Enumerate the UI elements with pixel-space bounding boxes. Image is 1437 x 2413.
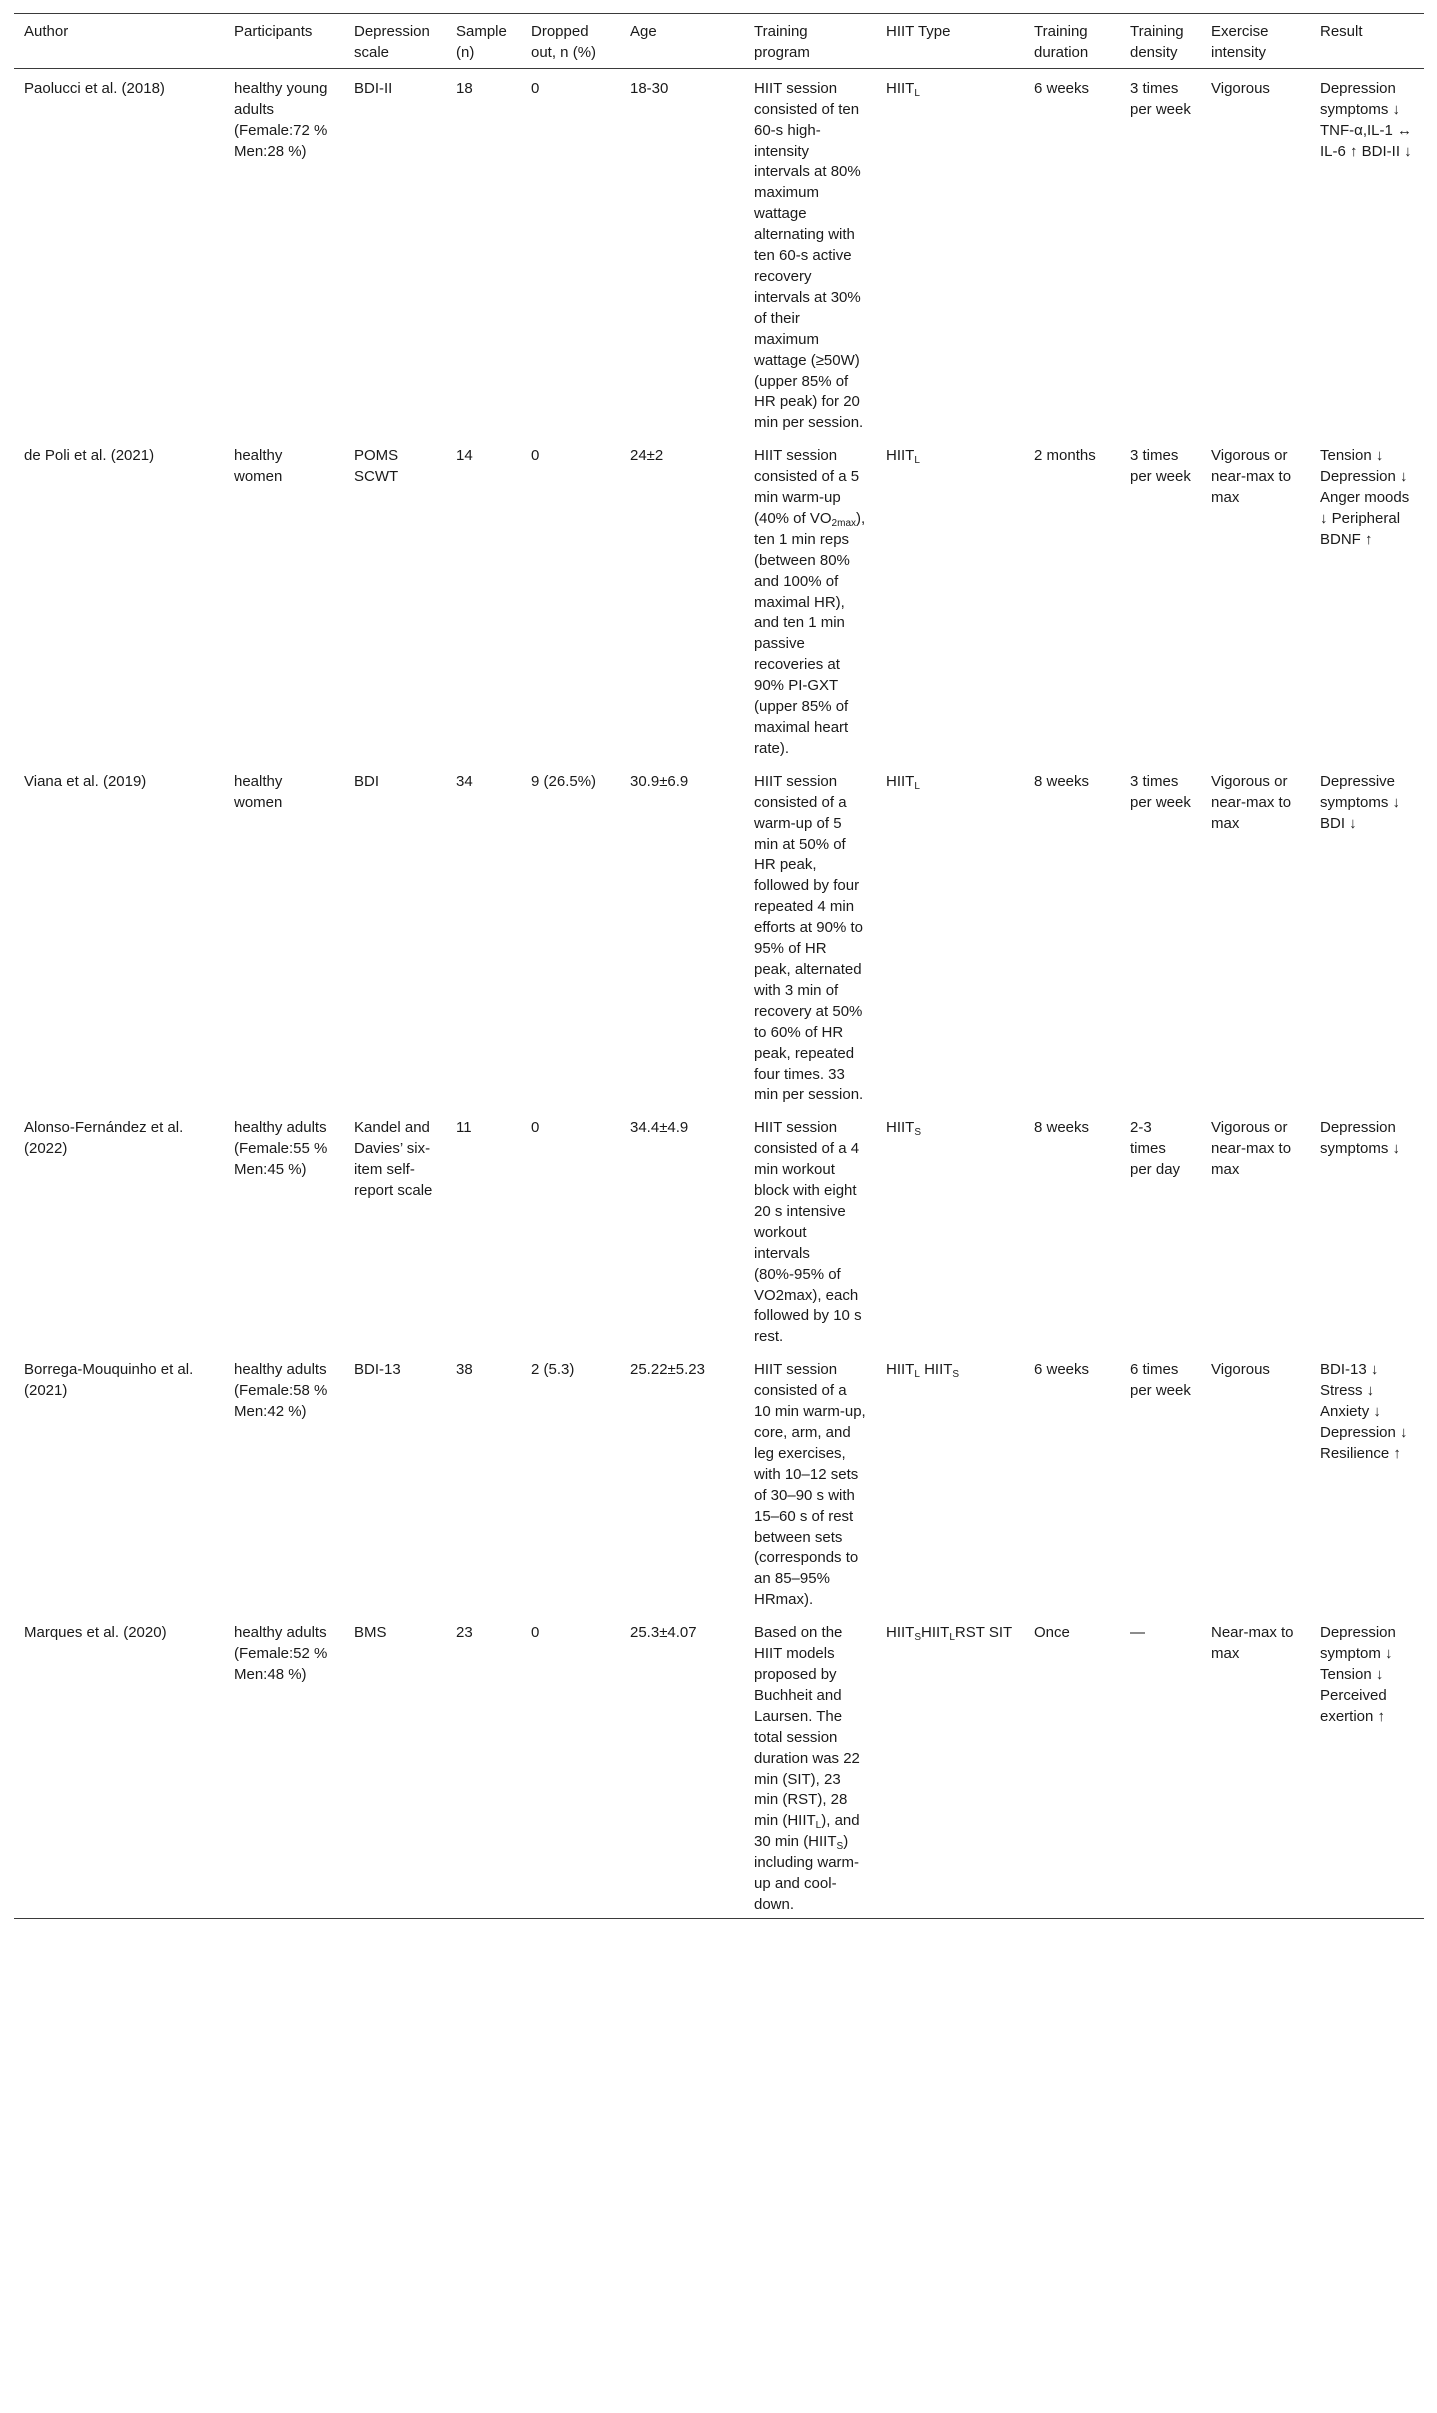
cell-participants: healthy young adults (Female:72 % Men:28 %) (234, 79, 328, 160)
cell-result: Depression symptoms ↓ (1320, 1119, 1401, 1158)
cell-training-duration: 8 weeks (1034, 772, 1090, 790)
cell-hiit-type (876, 1350, 1024, 1613)
cell-training-duration: 2 months (1034, 447, 1096, 465)
text-segment: HIIT session consisted of a 4 min workout block with eight 20 s intensive workout intervals (80%-95% of VO2max), each followed by 10 s rest. (754, 1119, 862, 1346)
cell-depression-scale: BMS (354, 1624, 387, 1642)
text-segment: HIIT (886, 447, 915, 465)
cell-dropped-out: 0 (531, 1119, 540, 1137)
cell-exercise-intensity: Vigorous or near-max to max (1211, 1119, 1292, 1179)
cell-result: Depressive symptoms ↓ BDI ↓ (1320, 772, 1401, 832)
subscript: S (914, 1127, 922, 1139)
cell-age: 30.9±6.9 (630, 772, 689, 790)
header-sample: Sample (n) (456, 23, 507, 61)
cell-training-program (744, 762, 876, 1109)
cell-dropped-out: 0 (531, 79, 540, 97)
cell-training-density: 3 times per week (1130, 447, 1191, 486)
text-segment: HIIT (886, 79, 915, 97)
cell-age: 25.3±4.07 (630, 1624, 697, 1642)
table-header-row (14, 14, 1424, 69)
text-segment: ), and 30 min (HIIT (754, 1812, 860, 1851)
cell-exercise-intensity: Vigorous or near-max to max (1211, 772, 1292, 832)
subscript: L (914, 780, 920, 792)
cell-training-density: 6 times per week (1130, 1361, 1191, 1400)
header-age: Age (630, 23, 657, 40)
table-body (14, 68, 1424, 1918)
table-row (14, 1350, 1424, 1613)
cell-dropped-out: 0 (531, 447, 540, 465)
table-row (14, 762, 1424, 1109)
text-segment: HIIT session consisted of a warm-up of 5 min at 50% of HR peak, followed by four repeated 4 min efforts at 90% to 95% of HR peak, alternated with 3 min of recovery at 50% to 60% of HR peak, repeated four times. 33 min per session. (754, 772, 864, 1104)
cell-exercise-intensity: Vigorous (1211, 1361, 1270, 1379)
subscript: 2max (831, 517, 856, 529)
text-segment: HIIT (886, 1119, 915, 1137)
header-dropped-out: Dropped out, n (%) (531, 23, 597, 61)
cell-age: 24±2 (630, 447, 664, 465)
cell-training-program (744, 1613, 876, 1918)
header-exercise-intensity: Exercise intensity (1211, 23, 1269, 61)
cell-participants: healthy women (234, 772, 283, 811)
text-segment: HIIT (921, 1624, 950, 1642)
cell-sample: 11 (456, 1119, 472, 1137)
cell-training-density: — (1130, 1624, 1145, 1642)
text-segment: HIIT (886, 1624, 915, 1642)
text-segment: Based on the HIIT models proposed by Buchheit and Laursen. The total session duration was 22 min (SIT), 23 min (RST), 28 min (HIIT (754, 1624, 860, 1830)
subscript: S (836, 1841, 844, 1853)
cell-result: Tension ↓ Depression ↓ Anger moods ↓ Peripheral BDNF ↑ (1320, 447, 1410, 548)
subscript: S (914, 1632, 922, 1644)
cell-sample: 34 (456, 772, 473, 790)
cell-training-duration: 8 weeks (1034, 1119, 1090, 1137)
header-author: Author (24, 23, 69, 40)
cell-age: 25.22±5.23 (630, 1361, 705, 1379)
header-depression-scale: Depression scale (354, 23, 430, 61)
cell-author: Borrega-Mouquinho et al. (2021) (24, 1361, 194, 1400)
cell-exercise-intensity: Vigorous or near-max to max (1211, 447, 1292, 507)
cell-participants: healthy adults (Female:58 % Men:42 %) (234, 1361, 328, 1421)
hiit-studies-table (14, 13, 1424, 1919)
text-segment: HIIT session consisted of a 10 min warm-up, core, arm, and leg exercises, with 10–12 sets of 30–90 s with 15–60 s of rest between sets (corresponds to an 85–95% HRmax). (754, 1361, 866, 1609)
cell-author: Alonso-Fernández et al. (2022) (24, 1119, 184, 1158)
cell-depression-scale: POMS SCWT (354, 447, 399, 486)
subscript: L (949, 1632, 955, 1644)
cell-hiit-type (876, 1108, 1024, 1350)
text-segment: HIIT session consisted of ten 60-s high-intensity intervals at 80% maximum wattage alternating with ten 60-s active recovery intervals at 30% of their maximum wattage (≥50W) (upper 85% of HR peak) for 20 min per session. (754, 79, 864, 432)
subscript: L (914, 455, 920, 467)
subscript: L (914, 1369, 920, 1381)
cell-dropped-out: 2 (5.3) (531, 1361, 575, 1379)
subscript: L (815, 1820, 822, 1832)
cell-author: de Poli et al. (2021) (24, 447, 155, 465)
cell-training-density: 2-3 times per day (1130, 1119, 1181, 1179)
cell-author: Viana et al. (2019) (24, 772, 147, 790)
cell-age: 18-30 (630, 79, 669, 97)
cell-depression-scale: BDI-13 (354, 1361, 401, 1379)
header-training-density: Training density (1130, 23, 1184, 61)
cell-hiit-type (876, 436, 1024, 762)
subscript: L (914, 87, 920, 99)
text-segment: RST SIT (954, 1624, 1013, 1642)
cell-training-duration: Once (1034, 1624, 1070, 1642)
cell-hiit-type (876, 762, 1024, 1109)
cell-result: Depression symptom ↓ Tension ↓ Perceived exertion ↑ (1320, 1624, 1396, 1725)
cell-training-program (744, 1108, 876, 1350)
cell-depression-scale: Kandel and Davies’ six-item self-report scale (354, 1119, 433, 1200)
cell-training-density: 3 times per week (1130, 79, 1191, 118)
cell-author: Marques et al. (2020) (24, 1624, 167, 1642)
text-segment: ), ten 1 min reps (between 80% and 100% of maximal HR), and ten 1 min passive recoveries at 90% PI-GXT (upper 85% of maximal heart rate). (754, 509, 866, 757)
text-segment: HIIT (919, 1361, 953, 1379)
table-row (14, 1613, 1424, 1918)
cell-depression-scale: BDI (354, 772, 380, 790)
table-row (14, 436, 1424, 762)
cell-dropped-out: 0 (531, 1624, 540, 1642)
cell-sample: 14 (456, 447, 473, 465)
cell-participants: healthy women (234, 447, 283, 486)
cell-exercise-intensity: Near-max to max (1211, 1624, 1294, 1663)
subscript: S (952, 1369, 960, 1381)
text-segment: ) including warm-up and cool-down. (754, 1833, 860, 1913)
cell-participants: healthy adults (Female:52 % Men:48 %) (234, 1624, 328, 1683)
cell-training-duration: 6 weeks (1034, 79, 1090, 97)
cell-exercise-intensity: Vigorous (1211, 79, 1270, 97)
cell-hiit-type (876, 68, 1024, 436)
cell-age: 34.4±4.9 (630, 1119, 689, 1137)
header-result: Result (1320, 23, 1363, 40)
header-training-program: Training program (754, 23, 810, 61)
cell-sample: 38 (456, 1361, 473, 1379)
text-segment: HIIT session consisted of a 5 min warm-up (40% of VO (754, 447, 860, 527)
cell-training-duration: 6 weeks (1034, 1361, 1090, 1379)
cell-result: Depression symptoms ↓ TNF-α,IL-1 ↔ IL-6 ↑ BDI-II ↓ (1320, 79, 1413, 160)
cell-sample: 18 (456, 79, 473, 97)
text-segment: HIIT (886, 1361, 915, 1379)
table-row (14, 68, 1424, 436)
cell-sample: 23 (456, 1624, 473, 1642)
cell-hiit-type (876, 1613, 1024, 1918)
cell-dropped-out: 9 (26.5%) (531, 772, 597, 790)
cell-training-program (744, 1350, 876, 1613)
header-training-duration: Training duration (1034, 23, 1089, 61)
cell-training-program (744, 436, 876, 762)
cell-training-program (744, 68, 876, 436)
text-segment: HIIT (886, 772, 915, 790)
cell-result: BDI-13 ↓ Stress ↓ Anxiety ↓ Depression ↓ Resilience ↑ (1320, 1361, 1408, 1462)
cell-depression-scale: BDI-II (354, 79, 393, 97)
cell-participants: healthy adults (Female:55 % Men:45 %) (234, 1119, 328, 1179)
header-hiit-type: HIIT Type (886, 23, 951, 40)
header-participants: Participants (234, 23, 313, 40)
table-row (14, 1108, 1424, 1350)
cell-author: Paolucci et al. (2018) (24, 79, 165, 97)
cell-training-density: 3 times per week (1130, 772, 1191, 811)
